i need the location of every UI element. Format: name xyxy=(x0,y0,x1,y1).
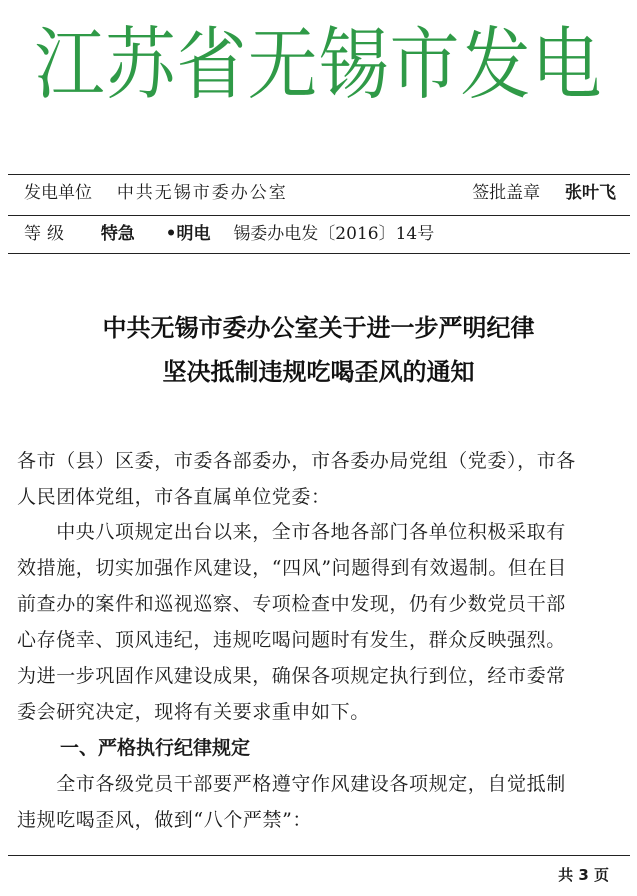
body-line: 为进一步巩固作风建设成果，确保各项规定执行到位，经市委常 xyxy=(17,665,566,687)
document-number: 锡委办电发〔2016〕14号 xyxy=(233,224,435,244)
grade-row xyxy=(24,222,624,246)
grade-value: 特急 xyxy=(100,224,135,244)
body-line: 中央八项规定出台以来，全市各地各部门各单位积极采取有 xyxy=(17,521,566,543)
signer-value: 张叶飞 xyxy=(565,183,616,203)
section-line: 违规吃喝歪风，做到“八个严禁”： xyxy=(17,809,313,831)
top-rule xyxy=(8,174,630,175)
body-line: 前查办的案件和巡视巡察、专项检查中发现，仍有少数党员干部 xyxy=(17,593,566,615)
grade-label: 等级 xyxy=(24,224,70,244)
body-line: 各市（县）区委，市委各部委办，市各委办局党组（党委），市各 xyxy=(17,450,576,472)
document-title-line-2: 坚决抵制违规吃喝歪风的通知 xyxy=(162,358,475,386)
section-line: 全市各级党员干部要严格遵守作风建设各项规定，自觉抵制 xyxy=(17,773,566,795)
document-title-line-1: 中共无锡市委办公室关于进一步严明纪律 xyxy=(102,314,535,342)
issuer-value: 中共无锡市委办公室 xyxy=(116,183,288,203)
body-line: 效措施，切实加强作风建设，“四风”问题得到有效遏制。但在目 xyxy=(17,557,567,579)
middle-rule xyxy=(8,215,630,216)
body-line: 人民团体党组，市各直属单位党委： xyxy=(17,486,331,508)
body-line: 心存侥幸、顶风违纪，违规吃喝问题时有发生，群众反映强烈。 xyxy=(17,629,566,651)
page-count: 共 3 页 xyxy=(558,866,609,884)
section-heading: 一、严格执行纪律规定 xyxy=(60,737,251,759)
footer-rule xyxy=(8,855,630,856)
masthead: 江苏省无锡市发电 xyxy=(34,18,603,111)
bottom-rule xyxy=(8,253,630,254)
signer-block xyxy=(472,181,616,205)
issuer-row xyxy=(24,181,624,205)
body-line: 委会研究决定，现将有关要求重申如下。 xyxy=(17,701,370,723)
signer-label: 签批盖章 xyxy=(472,183,541,203)
issuer-label: 发电单位 xyxy=(24,183,92,203)
cipher-level: •明电 xyxy=(165,224,211,244)
